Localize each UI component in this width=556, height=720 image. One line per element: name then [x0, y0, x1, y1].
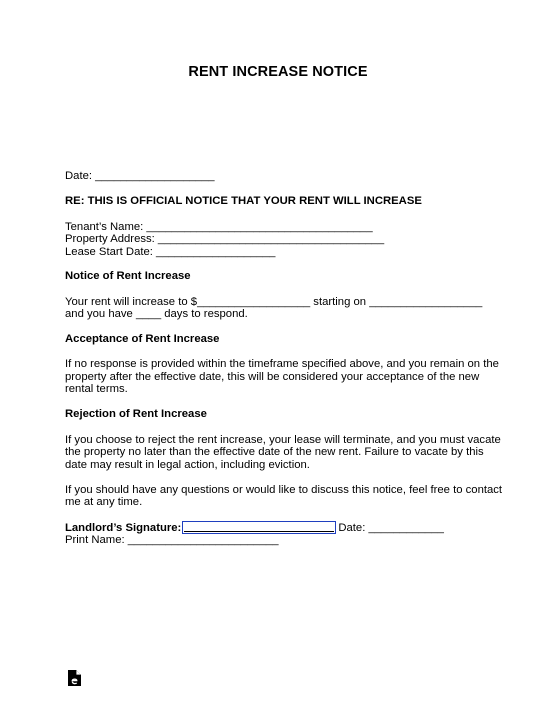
rejection-line-3: date may result in legal action, including eviction.: [65, 459, 310, 471]
signature-input-field[interactable]: [182, 521, 336, 534]
signature-date-line: Date: ____________: [338, 522, 444, 534]
tenant-name-line: Tenant’s Name: ____________________________________: [65, 221, 373, 233]
questions-line-2: me at any time.: [65, 496, 143, 508]
rejection-heading: Rejection of Rent Increase: [65, 408, 207, 420]
eforms-logo-icon: [67, 669, 82, 687]
notice-line-2: and you have ____ days to respond.: [65, 308, 248, 320]
acceptance-line-1: If no response is provided within the timeframe specified above, and you remain on the: [65, 358, 499, 370]
print-name-line: Print Name: ________________________: [65, 534, 279, 546]
rejection-line-1: If you choose to reject the rent increase, your lease will terminate, and you must vacate: [65, 434, 501, 446]
rejection-line-2: the property no later than the effective date of the new rent. Failure to vacate by this: [65, 446, 484, 458]
notice-line-1: Your rent will increase to $__________________ starting on __________________: [65, 296, 483, 308]
acceptance-heading: Acceptance of Rent Increase: [65, 333, 220, 345]
questions-line-1: If you should have any questions or would like to discuss this notice, feel free to contact: [65, 484, 503, 496]
acceptance-line-2: property after the effective date, this will be considered your acceptance of the new: [65, 371, 480, 383]
signature-row: [65, 521, 444, 535]
re-line: RE: THIS IS OFFICIAL NOTICE THAT YOUR RENT WILL INCREASE: [65, 195, 422, 207]
notice-heading: Notice of Rent Increase: [65, 270, 191, 282]
document-title: RENT INCREASE NOTICE: [188, 64, 368, 80]
acceptance-line-3: rental terms.: [65, 383, 128, 395]
property-address-line: Property Address: ____________________________________: [65, 233, 385, 245]
date-field-line: Date: ___________________: [65, 170, 215, 182]
lease-start-date-line: Lease Start Date: ___________________: [65, 246, 276, 258]
signature-label: Landlord’s Signature:: [65, 522, 182, 534]
